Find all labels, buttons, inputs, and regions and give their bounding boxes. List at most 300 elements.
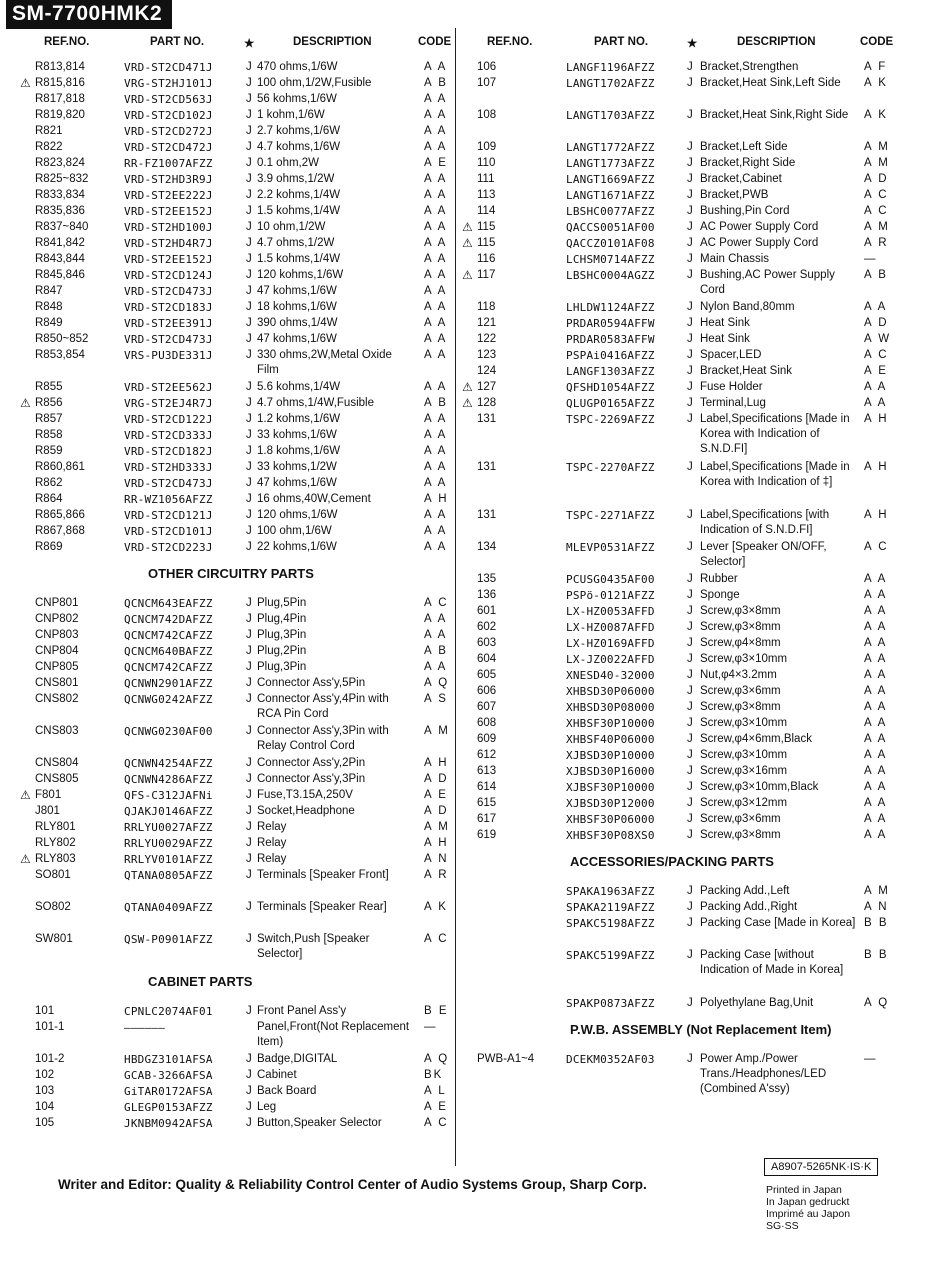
mark-j: J xyxy=(687,717,693,729)
parts-row xyxy=(462,156,950,172)
mark-j: J xyxy=(246,125,252,137)
part-description: Plug,5Pin xyxy=(257,597,307,609)
part-description: Plug,3Pin xyxy=(257,661,307,673)
part-number: VRD-ST2CD121J xyxy=(124,509,213,522)
ref-number: R825~832 xyxy=(35,173,89,185)
parts-row xyxy=(0,476,455,492)
part-description: 47 kohms,1/6W xyxy=(257,333,337,345)
ref-number: R837~840 xyxy=(35,221,89,233)
part-number: LBSHC0004AGZZ xyxy=(566,269,655,282)
mark-j: J xyxy=(246,205,252,217)
ref-number: 617 xyxy=(477,813,497,825)
mark-j: J xyxy=(246,461,252,473)
part-description: Socket,Headphone xyxy=(257,805,355,817)
part-description: Front Panel Ass'y xyxy=(257,1005,347,1017)
price-code: A M xyxy=(864,157,890,169)
parts-row xyxy=(0,332,455,348)
mark-j: J xyxy=(687,269,693,281)
price-code: A H xyxy=(864,413,889,425)
price-code: A A xyxy=(424,93,448,105)
mark-j: J xyxy=(687,221,693,233)
parts-list-left xyxy=(0,60,455,1132)
parts-row xyxy=(0,300,455,316)
part-description: 3.9 ohms,1/2W xyxy=(257,173,335,185)
price-code: A A xyxy=(864,717,888,729)
mark-j: J xyxy=(687,653,693,665)
part-number: VRD-ST2HD4R7J xyxy=(124,237,213,250)
mark-j: J xyxy=(687,917,693,929)
parts-row xyxy=(0,380,455,396)
mark-j: J xyxy=(246,789,252,801)
ref-number: 115 xyxy=(477,237,496,249)
parts-row xyxy=(462,332,950,348)
price-code: A K xyxy=(864,109,888,121)
price-code: A A xyxy=(864,573,888,585)
ref-number: R847 xyxy=(35,285,63,297)
part-number: XHBSD30P08000 xyxy=(566,701,655,714)
ref-number: 105 xyxy=(35,1117,55,1129)
part-number: VRD-ST2CD473J xyxy=(124,333,213,346)
printed-line: Printed in Japan xyxy=(766,1184,842,1196)
part-description: 16 ohms,40W,Cement xyxy=(257,493,371,505)
price-code: A L xyxy=(424,1085,447,1097)
mark-j: J xyxy=(246,629,252,641)
parts-row xyxy=(462,204,950,220)
ref-number: R843,844 xyxy=(35,253,85,265)
ref-number: 121 xyxy=(477,317,497,329)
mark-j: J xyxy=(246,189,252,201)
price-code: BK xyxy=(424,1069,444,1081)
price-code: A A xyxy=(424,477,448,489)
part-description: 22 kohms,1/6W xyxy=(257,541,337,553)
price-code: — xyxy=(424,1021,438,1033)
part-number: LANGT1772AFZZ xyxy=(566,141,655,154)
mark-j: J xyxy=(687,621,693,633)
part-number: JKNBM0942AFSA xyxy=(124,1117,213,1130)
part-number: MLEVP0531AFZZ xyxy=(566,541,655,554)
part-description: Cabinet xyxy=(257,1069,297,1081)
part-description: Bushing,AC Power Supply Cord xyxy=(700,269,835,296)
parts-row xyxy=(462,604,950,620)
ref-number: 101-1 xyxy=(35,1021,65,1033)
section-heading xyxy=(0,964,455,1004)
part-description: Screw,φ3×10mm,Black xyxy=(700,781,819,793)
price-code: A A xyxy=(424,125,448,137)
column-divider xyxy=(455,28,456,1166)
part-number: VRD-ST2EE222J xyxy=(124,189,213,202)
mark-j: J xyxy=(687,701,693,713)
parts-row xyxy=(0,836,455,852)
price-code: A A xyxy=(864,589,888,601)
part-number: XJBSD30P16000 xyxy=(566,765,655,778)
mark-j: J xyxy=(687,765,693,777)
part-number: TSPC-2271AFZZ xyxy=(566,509,655,522)
mark-j: J xyxy=(246,757,252,769)
price-code: A A xyxy=(424,301,448,313)
mark-j: J xyxy=(246,333,252,345)
part-number: LCHSM0714AFZZ xyxy=(566,253,655,266)
part-number: SPAKA2119AFZZ xyxy=(566,901,655,914)
parts-row xyxy=(0,108,455,124)
ref-number: R849 xyxy=(35,317,63,329)
safety-warning-icon: ⚠ xyxy=(20,76,31,90)
ref-number: RLY802 xyxy=(35,837,76,849)
mark-j: J xyxy=(687,749,693,761)
price-code: A A xyxy=(424,253,448,265)
price-code: A A xyxy=(424,141,448,153)
price-code: A H xyxy=(864,461,889,473)
ref-number: CNP802 xyxy=(35,613,79,625)
mark-j: J xyxy=(687,461,693,473)
part-description: 390 ohms,1/4W xyxy=(257,317,338,329)
mark-j: J xyxy=(246,285,252,297)
ref-number: 127 xyxy=(477,381,497,393)
price-code: A C xyxy=(424,933,449,945)
ref-number: CNP804 xyxy=(35,645,79,657)
price-code: A A xyxy=(424,349,448,361)
safety-warning-icon: ⚠ xyxy=(20,852,31,866)
parts-row xyxy=(0,644,455,660)
part-description: Heat Sink xyxy=(700,333,750,345)
parts-row xyxy=(0,628,455,644)
part-number: XHBSF30P08XS0 xyxy=(566,829,655,842)
part-description: 120 kohms,1/6W xyxy=(257,269,344,281)
mark-j: J xyxy=(687,301,693,313)
price-code: A N xyxy=(424,853,449,865)
part-number: VRD-ST2CD272J xyxy=(124,125,213,138)
mark-j: J xyxy=(246,413,252,425)
part-number: QFSHD1054AFZZ xyxy=(566,381,655,394)
part-description: 1.2 kohms,1/6W xyxy=(257,413,341,425)
price-code: A A xyxy=(864,797,888,809)
parts-row xyxy=(462,1052,950,1100)
mark-j: J xyxy=(687,397,693,409)
parts-row xyxy=(462,796,950,812)
part-number: SPAKP0873AFZZ xyxy=(566,997,655,1010)
ref-number: R869 xyxy=(35,541,63,553)
ref-number: 101-2 xyxy=(35,1053,65,1065)
parts-row xyxy=(0,252,455,268)
mark-j: J xyxy=(687,885,693,897)
mark-j: J xyxy=(246,541,252,553)
part-number: HBDGZ3101AFSA xyxy=(124,1053,213,1066)
part-description: 2.7 kohms,1/6W xyxy=(257,125,341,137)
mark-j: J xyxy=(687,333,693,345)
ref-number: 110 xyxy=(477,157,496,169)
parts-row xyxy=(462,364,950,380)
price-code: A A xyxy=(864,829,888,841)
ref-number: R858 xyxy=(35,429,63,441)
part-description: Packing Case [Made in Korea] xyxy=(700,917,856,929)
price-code: A M xyxy=(864,885,890,897)
price-code: A A xyxy=(424,61,448,73)
part-number: QJAKJ0146AFZZ xyxy=(124,805,213,818)
parts-row xyxy=(0,60,455,76)
parts-row xyxy=(462,732,950,748)
ref-number: 108 xyxy=(477,109,497,121)
part-number: QCNWN2901AFZZ xyxy=(124,677,213,690)
price-code: A A xyxy=(424,109,448,121)
parts-row xyxy=(462,540,950,572)
part-number: QCNWN4254AFZZ xyxy=(124,757,213,770)
mark-j: J xyxy=(687,157,693,169)
mark-j: J xyxy=(246,597,252,609)
mark-j: J xyxy=(687,589,693,601)
parts-row xyxy=(462,668,950,684)
mark-j: J xyxy=(687,253,693,265)
price-code: A D xyxy=(424,805,449,817)
part-description: 1.8 kohms,1/6W xyxy=(257,445,341,457)
part-description: Label,Specifications [with Indication of S.N.D.FI] xyxy=(700,509,830,536)
part-number: LX-HZ0053AFFD xyxy=(566,605,655,618)
part-description: Screw,φ3×16mm xyxy=(700,765,788,777)
parts-row xyxy=(0,868,455,900)
column-headers xyxy=(462,36,950,52)
ref-number: R845,846 xyxy=(35,269,85,281)
ref-number: CNS805 xyxy=(35,773,79,785)
part-number: QACCZ0101AF08 xyxy=(566,237,655,250)
price-code: B B xyxy=(864,949,889,961)
ref-number: R822 xyxy=(35,141,63,153)
part-description: Screw,φ4×8mm xyxy=(700,637,781,649)
ref-number: R857 xyxy=(35,413,63,425)
price-code: A A xyxy=(864,605,888,617)
ref-number: 135 xyxy=(477,573,497,585)
price-code: A Q xyxy=(424,1053,450,1065)
mark-j: J xyxy=(246,725,252,737)
price-code: A E xyxy=(424,1101,448,1113)
parts-row xyxy=(0,412,455,428)
ref-number: 118 xyxy=(477,301,496,313)
part-description: Terminals [Speaker Rear] xyxy=(257,901,387,913)
ref-number: CNS804 xyxy=(35,757,79,769)
price-code: A A xyxy=(424,237,448,249)
part-description: Bracket,Right Side xyxy=(700,157,796,169)
parts-row xyxy=(462,60,950,76)
part-description: 1 kohm,1/6W xyxy=(257,109,325,121)
part-description: Packing Add.,Left xyxy=(700,885,790,897)
mark-j: J xyxy=(687,733,693,745)
part-number: VRD-ST2CD101J xyxy=(124,525,213,538)
part-number: LANGT1773AFZZ xyxy=(566,157,655,170)
part-description: Connector Ass'y,2Pin xyxy=(257,757,366,769)
part-number: CPNLC2074AF01 xyxy=(124,1005,213,1018)
ref-number: 615 xyxy=(477,797,497,809)
part-description: Plug,2Pin xyxy=(257,645,307,657)
document-number: A8907-5265NK·IS·K xyxy=(764,1158,878,1176)
mark-j: J xyxy=(246,805,252,817)
parts-row xyxy=(462,396,950,412)
ref-number: PWB-A1~4 xyxy=(477,1053,535,1065)
part-number: QCNWG0242AFZZ xyxy=(124,693,213,706)
parts-row xyxy=(0,460,455,476)
price-code: A A xyxy=(424,661,448,673)
price-code: A C xyxy=(864,205,889,217)
mark-j: J xyxy=(246,1069,252,1081)
price-code: A A xyxy=(864,765,888,777)
parts-row xyxy=(0,172,455,188)
price-code: A A xyxy=(864,813,888,825)
part-number: VRD-ST2CD102J xyxy=(124,109,213,122)
price-code: A A xyxy=(424,205,448,217)
mark-j: J xyxy=(246,821,252,833)
price-code: A A xyxy=(424,429,448,441)
part-description: Plug,3Pin xyxy=(257,629,307,641)
part-number: RRLYV0101AFZZ xyxy=(124,853,213,866)
part-number: PRDAR0594AFFW xyxy=(566,317,655,330)
price-code: A S xyxy=(424,693,448,705)
parts-row xyxy=(462,764,950,780)
mark-j: J xyxy=(687,685,693,697)
safety-warning-icon: ⚠ xyxy=(462,380,473,394)
ref-number: 101 xyxy=(35,1005,55,1017)
part-description: Connector Ass'y,3Pin with Relay Control Cord xyxy=(257,725,389,752)
ref-number: R867,868 xyxy=(35,525,85,537)
price-code: A A xyxy=(864,301,888,313)
parts-row xyxy=(462,460,950,508)
part-description: 33 kohms,1/2W xyxy=(257,461,337,473)
mark-j: J xyxy=(687,205,693,217)
part-description: Screw,φ3×10mm xyxy=(700,749,788,761)
mark-j: J xyxy=(246,269,252,281)
part-number: VRD-ST2EE152J xyxy=(124,205,213,218)
ref-number: R815,816 xyxy=(35,77,85,89)
parts-row xyxy=(0,444,455,460)
mark-j: J xyxy=(246,141,252,153)
parts-row xyxy=(462,348,950,364)
price-code: A A xyxy=(424,381,448,393)
part-description: Screw,φ3×6mm xyxy=(700,813,781,825)
ref-number: CNP801 xyxy=(35,597,79,609)
mark-j: J xyxy=(246,1053,252,1065)
parts-row xyxy=(0,1068,455,1084)
mark-j: J xyxy=(687,381,693,393)
ref-number: F801 xyxy=(35,789,62,801)
ref-number: R855 xyxy=(35,381,63,393)
ref-number: 122 xyxy=(477,333,497,345)
parts-row xyxy=(462,652,950,668)
part-number: LANGT1669AFZZ xyxy=(566,173,655,186)
parts-row xyxy=(462,300,950,316)
part-number: LANGT1703AFZZ xyxy=(566,109,655,122)
part-number: LX-HZ0087AFFD xyxy=(566,621,655,634)
price-code: A Q xyxy=(864,997,890,1009)
parts-row xyxy=(462,188,950,204)
mark-j: J xyxy=(687,109,693,121)
header-part: PART NO. xyxy=(594,36,649,48)
section-title: CABINET PARTS xyxy=(148,974,253,989)
price-code: — xyxy=(864,253,878,265)
parts-row xyxy=(0,660,455,676)
mark-j: J xyxy=(246,509,252,521)
part-description: Relay xyxy=(257,853,287,865)
part-description: Connector Ass'y,4Pin with RCA Pin Cord xyxy=(257,693,389,720)
part-number: LX-HZ0169AFFD xyxy=(566,637,655,650)
parts-row xyxy=(0,756,455,772)
part-description: Power Amp./Power Trans./Headphones/LED (Combined A'ssy) xyxy=(700,1053,827,1095)
price-code: A N xyxy=(864,901,889,913)
part-number: VRD-ST2HD3R9J xyxy=(124,173,213,186)
parts-row xyxy=(0,156,455,172)
mark-j: J xyxy=(687,637,693,649)
mark-j: J xyxy=(246,477,252,489)
mark-j: J xyxy=(687,669,693,681)
mark-j: J xyxy=(687,413,693,425)
parts-row xyxy=(0,348,455,380)
part-number: LHLDW1124AFZZ xyxy=(566,301,655,314)
price-code: — xyxy=(864,1053,878,1065)
mark-j: J xyxy=(246,773,252,785)
part-number: XNESD40-32000 xyxy=(566,669,655,682)
mark-j: J xyxy=(246,61,252,73)
mark-j: J xyxy=(246,317,252,329)
part-description: 120 ohms,1/6W xyxy=(257,509,338,521)
mark-j: J xyxy=(687,141,693,153)
price-code: A A xyxy=(864,781,888,793)
mark-j: J xyxy=(246,349,252,361)
part-number: VRD-ST2CD473J xyxy=(124,477,213,490)
price-code: A A xyxy=(424,173,448,185)
parts-row xyxy=(462,588,950,604)
part-description: Polyethylane Bag,Unit xyxy=(700,997,814,1009)
parts-row xyxy=(0,508,455,524)
part-description: Bracket,Heat Sink xyxy=(700,365,793,377)
price-code: A A xyxy=(424,189,448,201)
part-description: Bracket,PWB xyxy=(700,189,769,201)
price-code: A A xyxy=(864,653,888,665)
parts-row xyxy=(0,900,455,932)
price-code: A A xyxy=(864,701,888,713)
mark-j: J xyxy=(687,901,693,913)
parts-row xyxy=(0,204,455,220)
ref-number: R848 xyxy=(35,301,63,313)
parts-row xyxy=(462,884,950,900)
part-description: 1.5 kohms,1/4W xyxy=(257,205,341,217)
price-code: A H xyxy=(424,757,449,769)
parts-row xyxy=(0,1084,455,1100)
section-title: ACCESSORIES/PACKING PARTS xyxy=(570,854,774,869)
part-description: Screw,φ3×8mm xyxy=(700,605,781,617)
ref-number: R813,814 xyxy=(35,61,85,73)
parts-row xyxy=(0,268,455,284)
mark-j: J xyxy=(246,493,252,505)
price-code: A K xyxy=(424,901,448,913)
part-description: 47 kohms,1/6W xyxy=(257,285,337,297)
parts-row xyxy=(0,124,455,140)
mark-j: J xyxy=(687,541,693,553)
parts-row xyxy=(462,900,950,916)
printed-line: SG·SS xyxy=(766,1220,799,1232)
part-description: Terminals [Speaker Front] xyxy=(257,869,389,881)
parts-row xyxy=(462,508,950,540)
ref-number: R860,861 xyxy=(35,461,85,473)
parts-row xyxy=(462,412,950,460)
mark-j: J xyxy=(687,173,693,185)
part-number: TSPC-2269AFZZ xyxy=(566,413,655,426)
safety-warning-icon: ⚠ xyxy=(462,396,473,410)
ref-number: 117 xyxy=(477,269,496,281)
price-code: A C xyxy=(424,597,449,609)
ref-number: 605 xyxy=(477,669,497,681)
part-number: XHBSF30P06000 xyxy=(566,813,655,826)
header-star: ★ xyxy=(687,38,698,50)
parts-row xyxy=(462,828,950,844)
parts-row xyxy=(462,76,950,108)
part-description: Screw,φ3×8mm xyxy=(700,621,781,633)
price-code: A A xyxy=(864,685,888,697)
part-description: 4.7 ohms,1/2W xyxy=(257,237,335,249)
part-number: QCNCM742DAFZZ xyxy=(124,613,213,626)
